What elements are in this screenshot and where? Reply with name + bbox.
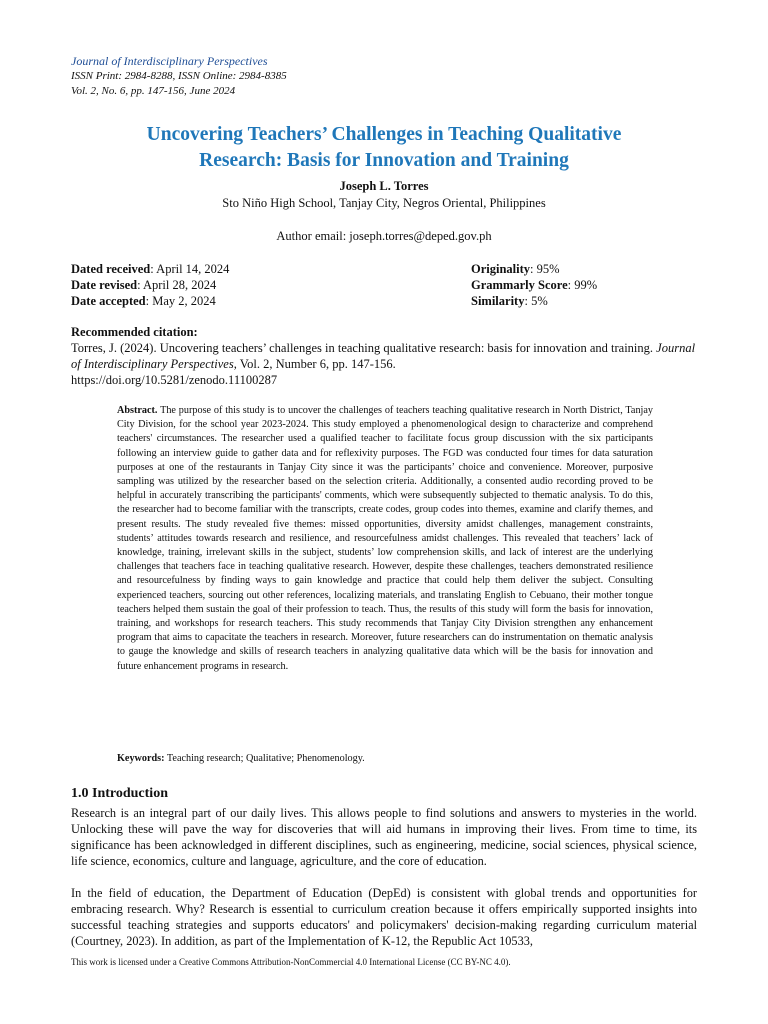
volume-info: Vol. 2, No. 6, pp. 147-156, June 2024 — [71, 85, 236, 97]
citation-text: Torres, J. (2024). Uncovering teachers’ challenges in teaching qualitative research: basis for innovation and training. Journal of Interdisciplinary Perspectives, Vol. 2, Number 6, pp. 147-156. — [71, 341, 696, 371]
author-name: Joseph L. Torres — [339, 179, 429, 193]
dates-block — [71, 261, 229, 309]
section-heading-introduction: 1.0 Introduction — [71, 786, 168, 801]
author-affiliation: Sto Niño High School, Tanjay City, Negros Oriental, Philippines — [222, 196, 546, 210]
citation-doi[interactable]: https://doi.org/10.5281/zenodo.11100287 — [71, 373, 278, 387]
abstract-text: The purpose of this study is to uncover the challenges of teachers teaching qualitative research in North District, Tanjay City Division, for the school year 2023-2024. This study employed a phenomenological design to characterize and comprehend teachers' circumstances. The researcher used a qualified teacher to facilitate focus group discussion with the six participants following an interview guide to gather data and for reflexivity purposes. The FGD was conducted four times for data saturation purposes at one of the restaurants in Tanjay City since it was the participants’ choice and convenience. Moreover, purposive sampling was utilized by the researcher based on the selection criteria. Additionally, a consented audio recording proved to be helpful in accurately transcribing the participants' comments, which were subsequently subjected to thematic analysis. To do this, the researcher had to become familiar with the transcripts, create codes, group codes into themes, examine and clarify themes, and present results. The study revealed five themes: missed opportunities, diversity amidst challenges, management constraints, students’ attitudes towards research and resilience, and resourcefulness amidst challenges. This revealed that teachers’ lack of knowledge, training, irrelevant skills in the subject, students’ low comprehension skills, and lack of interest are the underlying challenges that teachers face in teaching qualitative research. However, despite these challenges, teachers demonstrated resilience and resourcefulness by finding ways to gain knowledge and practice that could help them deliver the subject. Consulting experienced teachers, sourcing out other references, localizing materials, and translating English to Cebuano, their mother tongue teachers helped them sustain the goal of their profession to teach. Thus, the results of this study will form the basis for innovation, training, and workshops for research teachers. This study recommends that Tanjay City Division strengthen any enhancement program that aims to capacitate the teachers in research. Moreover, future researchers can do instrumentation on thematic analysis to gauge the knowledge and skills of research teachers in analyzing qualitative data which will be the basis for innovation and future enhancement programs in research. — [117, 405, 653, 672]
paper-title — [60, 122, 708, 174]
journal-name: Journal of Interdisciplinary Perspectives — [71, 54, 268, 68]
author-email: Author email: joseph.torres@deped.gov.ph — [276, 229, 492, 243]
title-line-1: Uncovering Teachers’ Challenges in Teaching Qualitative — [146, 124, 622, 145]
recommended-citation — [71, 324, 697, 388]
similarity-score: Similarity: 5% — [471, 294, 548, 308]
keywords — [117, 752, 653, 766]
date-revised: Date revised: April 28, 2024 — [71, 278, 217, 292]
journal-header — [71, 54, 287, 99]
intro-paragraph-1: Research is an integral part of our daily lives. This allows people to find solutions and answers to mysteries in the world. Unlocking these will pave the way for discoveries that will aid humans in improving their lives. From time to time, its significance has been acknowledged in different disciplines, such as engineering, medicine, social sciences, physical science, life science, economics, culture and language, agriculture, and the core of education. — [71, 806, 697, 868]
scores-block — [471, 261, 597, 309]
title-line-2: Research: Basis for Innovation and Training — [199, 150, 569, 171]
abstract — [117, 404, 653, 674]
date-accepted: Date accepted: May 2, 2024 — [71, 294, 216, 308]
keywords-label: Keywords: — [117, 753, 165, 764]
issn: ISSN Print: 2984-8288, ISSN Online: 2984-8385 — [71, 70, 287, 82]
license-footer: This work is licensed under a Creative Commons Attribution-NonCommercial 4.0 International License (CC BY-NC 4.0). — [71, 957, 511, 967]
grammarly-score: Grammarly Score: 99% — [471, 278, 598, 292]
intro-paragraph-2: In the field of education, the Department of Education (DepEd) is consistent with global trends and opportunities for embracing research. Why? Research is essential to curriculum creation because it offers empirically supported insights into successful teaching strategies and supports educators' and policymakers' decision-making regarding curriculum material (Courtney, 2023). In addition, as part of the Implementation of K-12, the Republic Act 10533, — [71, 886, 697, 948]
keywords-text: Teaching research; Qualitative; Phenomenology. — [164, 753, 365, 764]
abstract-label: Abstract. — [117, 405, 158, 416]
citation-heading: Recommended citation: — [71, 325, 198, 339]
originality-score: Originality: 95% — [471, 262, 560, 276]
date-received: Dated received: April 14, 2024 — [71, 262, 230, 276]
